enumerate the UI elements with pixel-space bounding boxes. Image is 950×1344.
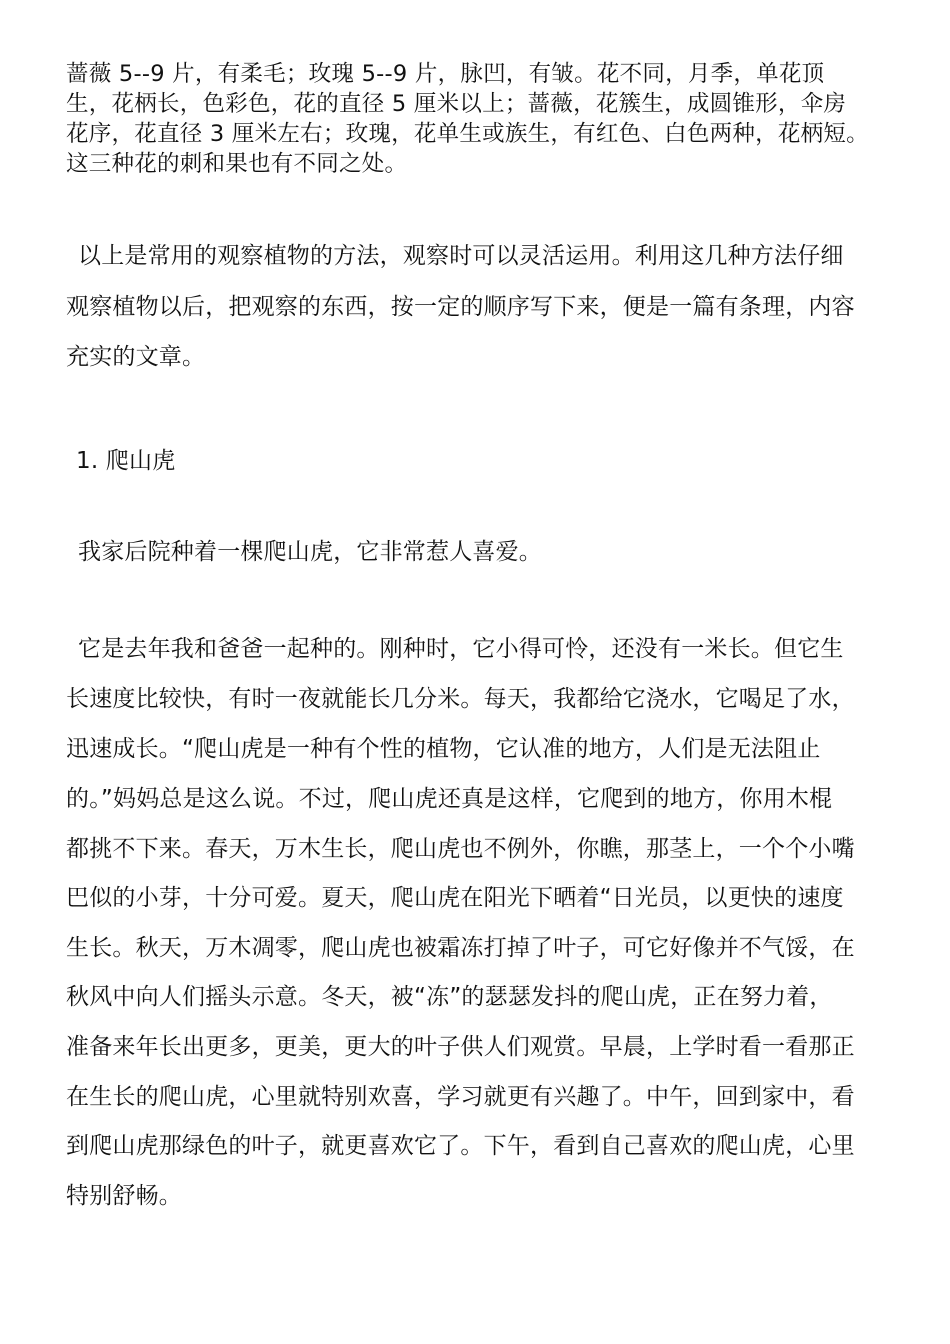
text-line: 准备来年长出更多，更美，更大的叶子供人们观赏。早晨，上学时看一看那正 — [66, 1034, 855, 1060]
text-line: 在生长的爬山虎，心里就特别欢喜，学习就更有兴趣了。中午，回到家中，看 — [66, 1084, 855, 1110]
text-line: 花序，花直径 3 厘米左右；玫瑰，花单生或族生，有红色、白色两种，花柄短。 — [66, 121, 869, 147]
text-line: 这三种花的刺和果也有不同之处。 — [66, 151, 408, 177]
text-line: 巴似的小芽，十分可爱。夏天，爬山虎在阳光下晒着“日光员，以更快的速度 — [66, 885, 844, 911]
text-line: 充实的文章。 — [66, 344, 206, 370]
text-line: 特别舒畅。 — [66, 1183, 182, 1209]
essay-title: 1. 爬山虎 — [76, 448, 176, 474]
text-line: 它是去年我和爸爸一起种的。刚种时，它小得可怜，还没有一米长。但它生 — [78, 636, 844, 662]
text-line: 到爬山虎那绿色的叶子，就更喜欢它了。下午，看到自己喜欢的爬山虎，心里 — [66, 1133, 855, 1159]
text-line: 生长。秋天，万木凋零，爬山虎也被霜冻打掉了叶子，可它好像并不气馁，在 — [66, 935, 855, 961]
text-line: 的。”妈妈总是这么说。不过，爬山虎还真是这样，它爬到的地方，你用木棍 — [66, 786, 833, 812]
text-line: 秋风中向人们摇头示意。冬天，被“冻”的瑟瑟发抖的爬山虎，正在努力着， — [66, 984, 833, 1010]
text-line: 迅速成长。“爬山虎是一种有个性的植物，它认准的地方，人们是无法阻止 — [66, 736, 821, 762]
text-line: 都挑不下来。春天，万木生长，爬山虎也不例外，你瞧，那茎上，一个个小嘴 — [66, 836, 855, 862]
essay-opening: 我家后院种着一棵爬山虎，它非常惹人喜爱。 — [78, 539, 542, 565]
text-line: 生，花柄长，色彩色，花的直径 5 厘米以上；蔷薇，花簇生，成圆锥形，伞房 — [66, 91, 847, 117]
text-line: 观察植物以后，把观察的东西，按一定的顺序写下来，便是一篇有条理，内容 — [66, 294, 855, 320]
text-line: 蔷薇 5--9 片，有柔毛；玫瑰 5--9 片，脉凹，有皱。花不同，月季，单花顶 — [66, 61, 825, 87]
text-line: 以上是常用的观察植物的方法，观察时可以灵活运用。利用这几种方法仔细 — [78, 243, 844, 269]
text-line: 长速度比较快，有时一夜就能长几分米。每天，我都给它浇水，它喝足了水， — [66, 686, 855, 712]
